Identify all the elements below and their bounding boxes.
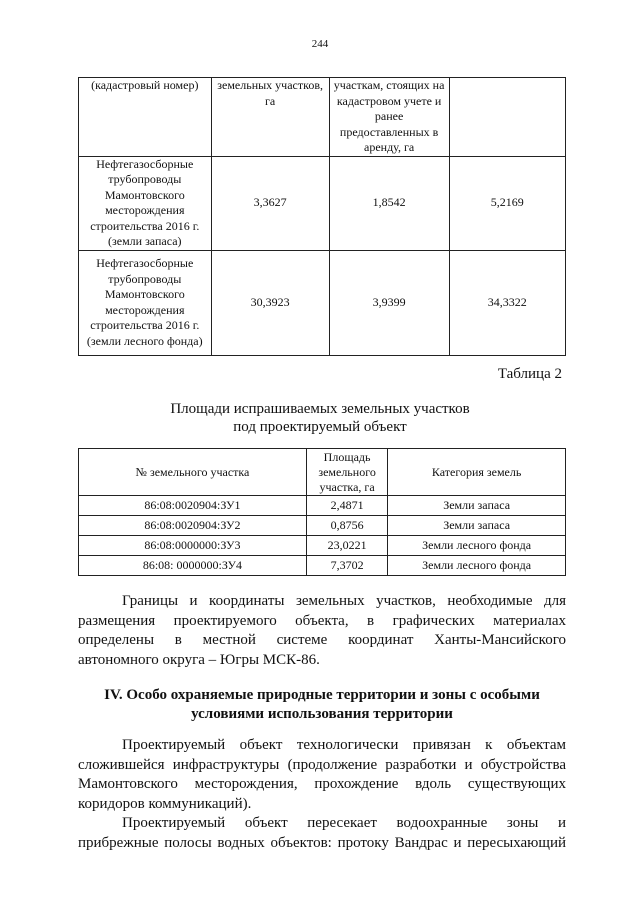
paragraph-line: Проектируемый объект пересекает водоохранные зоны и [122, 815, 566, 831]
category-cell: Земли запаса [388, 516, 566, 536]
area-header: Площадь земельного участка, га [306, 449, 387, 496]
table-2-title [0, 400, 640, 436]
table-2-header-row [79, 449, 566, 496]
paragraph-line: коридоров коммуникаций). [78, 795, 252, 812]
plot-number-cell: 86:08:0020904:ЗУ2 [79, 516, 307, 536]
table-1-header-cell: земельных участков, га [211, 78, 329, 157]
plot-number-header: № земельного участка [79, 449, 307, 496]
value-cell: 34,3322 [449, 250, 565, 355]
category-header: Категория земель [388, 449, 566, 496]
area-cell: 2,4871 [306, 496, 387, 516]
table-2 [78, 448, 566, 576]
table-row [79, 156, 566, 250]
page-number: 244 [311, 38, 329, 50]
table-1-header-cell [449, 78, 565, 157]
object-name-cell: Нефтегазосборные трубопроводы Мамонтовского месторождения строительства 2016 г. (земли запаса) [79, 156, 212, 250]
table-row [79, 516, 566, 536]
table-1-continued [78, 77, 566, 356]
plot-number-cell: 86:08: 0000000:ЗУ4 [79, 556, 307, 576]
paragraph-line: Мамонтовского месторождения, прохождение вдоль существующих [78, 776, 566, 792]
value-cell: 5,2169 [449, 156, 565, 250]
plot-number-cell: 86:08:0000000:ЗУ3 [79, 536, 307, 556]
value-cell: 1,8542 [329, 156, 449, 250]
value-cell: 3,9399 [329, 250, 449, 355]
table-2-title-line: Площади испрашиваемых земельных участков [170, 401, 470, 417]
paragraph-line: определены в местной системе координат Ханты-Мансийского [78, 632, 566, 648]
paragraph-line: Проектируемый объект технологически привязан к объектам [122, 737, 566, 753]
area-cell: 23,0221 [306, 536, 387, 556]
table-row [79, 496, 566, 516]
table-2-label: Таблица 2 [497, 366, 562, 382]
value-cell: 3,3627 [211, 156, 329, 250]
paragraph-infrastructure [78, 736, 566, 814]
value-cell: 30,3923 [211, 250, 329, 355]
table-1-header-cell: участкам, стоящих на кадастровом учете и ранее предоставленных в аренду, га [329, 78, 449, 157]
paragraph-boundaries [78, 592, 566, 670]
section-heading-line: условиями использования территории [191, 706, 453, 722]
table-1-header-cell: (кадастровый номер) [79, 78, 212, 157]
paragraph-line: сложившейся инфраструктуры (продолжение разработки и обустройства [78, 756, 566, 773]
table-2-title-line: под проектируемый объект [233, 419, 407, 435]
paragraph-line: прибрежные полосы водных объектов: протоку Вандрас и пересыхающий [78, 834, 566, 851]
category-cell: Земли лесного фонда [388, 556, 566, 576]
paragraph-line: размещения проектируемого объекта, в графических материалах [78, 612, 566, 629]
paragraph-water-zones [78, 814, 566, 853]
paragraph-line: автономного округа – Югры МСК-86. [78, 651, 320, 668]
table-1-header-row [79, 78, 566, 157]
section-heading-line: IV. Особо охраняемые природные территории и зоны с особыми [104, 687, 540, 703]
plot-number-cell: 86:08:0020904:ЗУ1 [79, 496, 307, 516]
paragraph-line: Границы и координаты земельных участков, необходимые для [122, 593, 566, 609]
table-row [79, 536, 566, 556]
category-cell: Земли запаса [388, 496, 566, 516]
area-cell: 7,3702 [306, 556, 387, 576]
table-row [79, 250, 566, 355]
area-cell: 0,8756 [306, 516, 387, 536]
section-heading [78, 686, 566, 724]
category-cell: Земли лесного фонда [388, 536, 566, 556]
object-name-cell: Нефтегазосборные трубопроводы Мамонтовского месторождения строительства 2016 г. (земли лесного фонда) [79, 250, 212, 355]
table-row [79, 556, 566, 576]
